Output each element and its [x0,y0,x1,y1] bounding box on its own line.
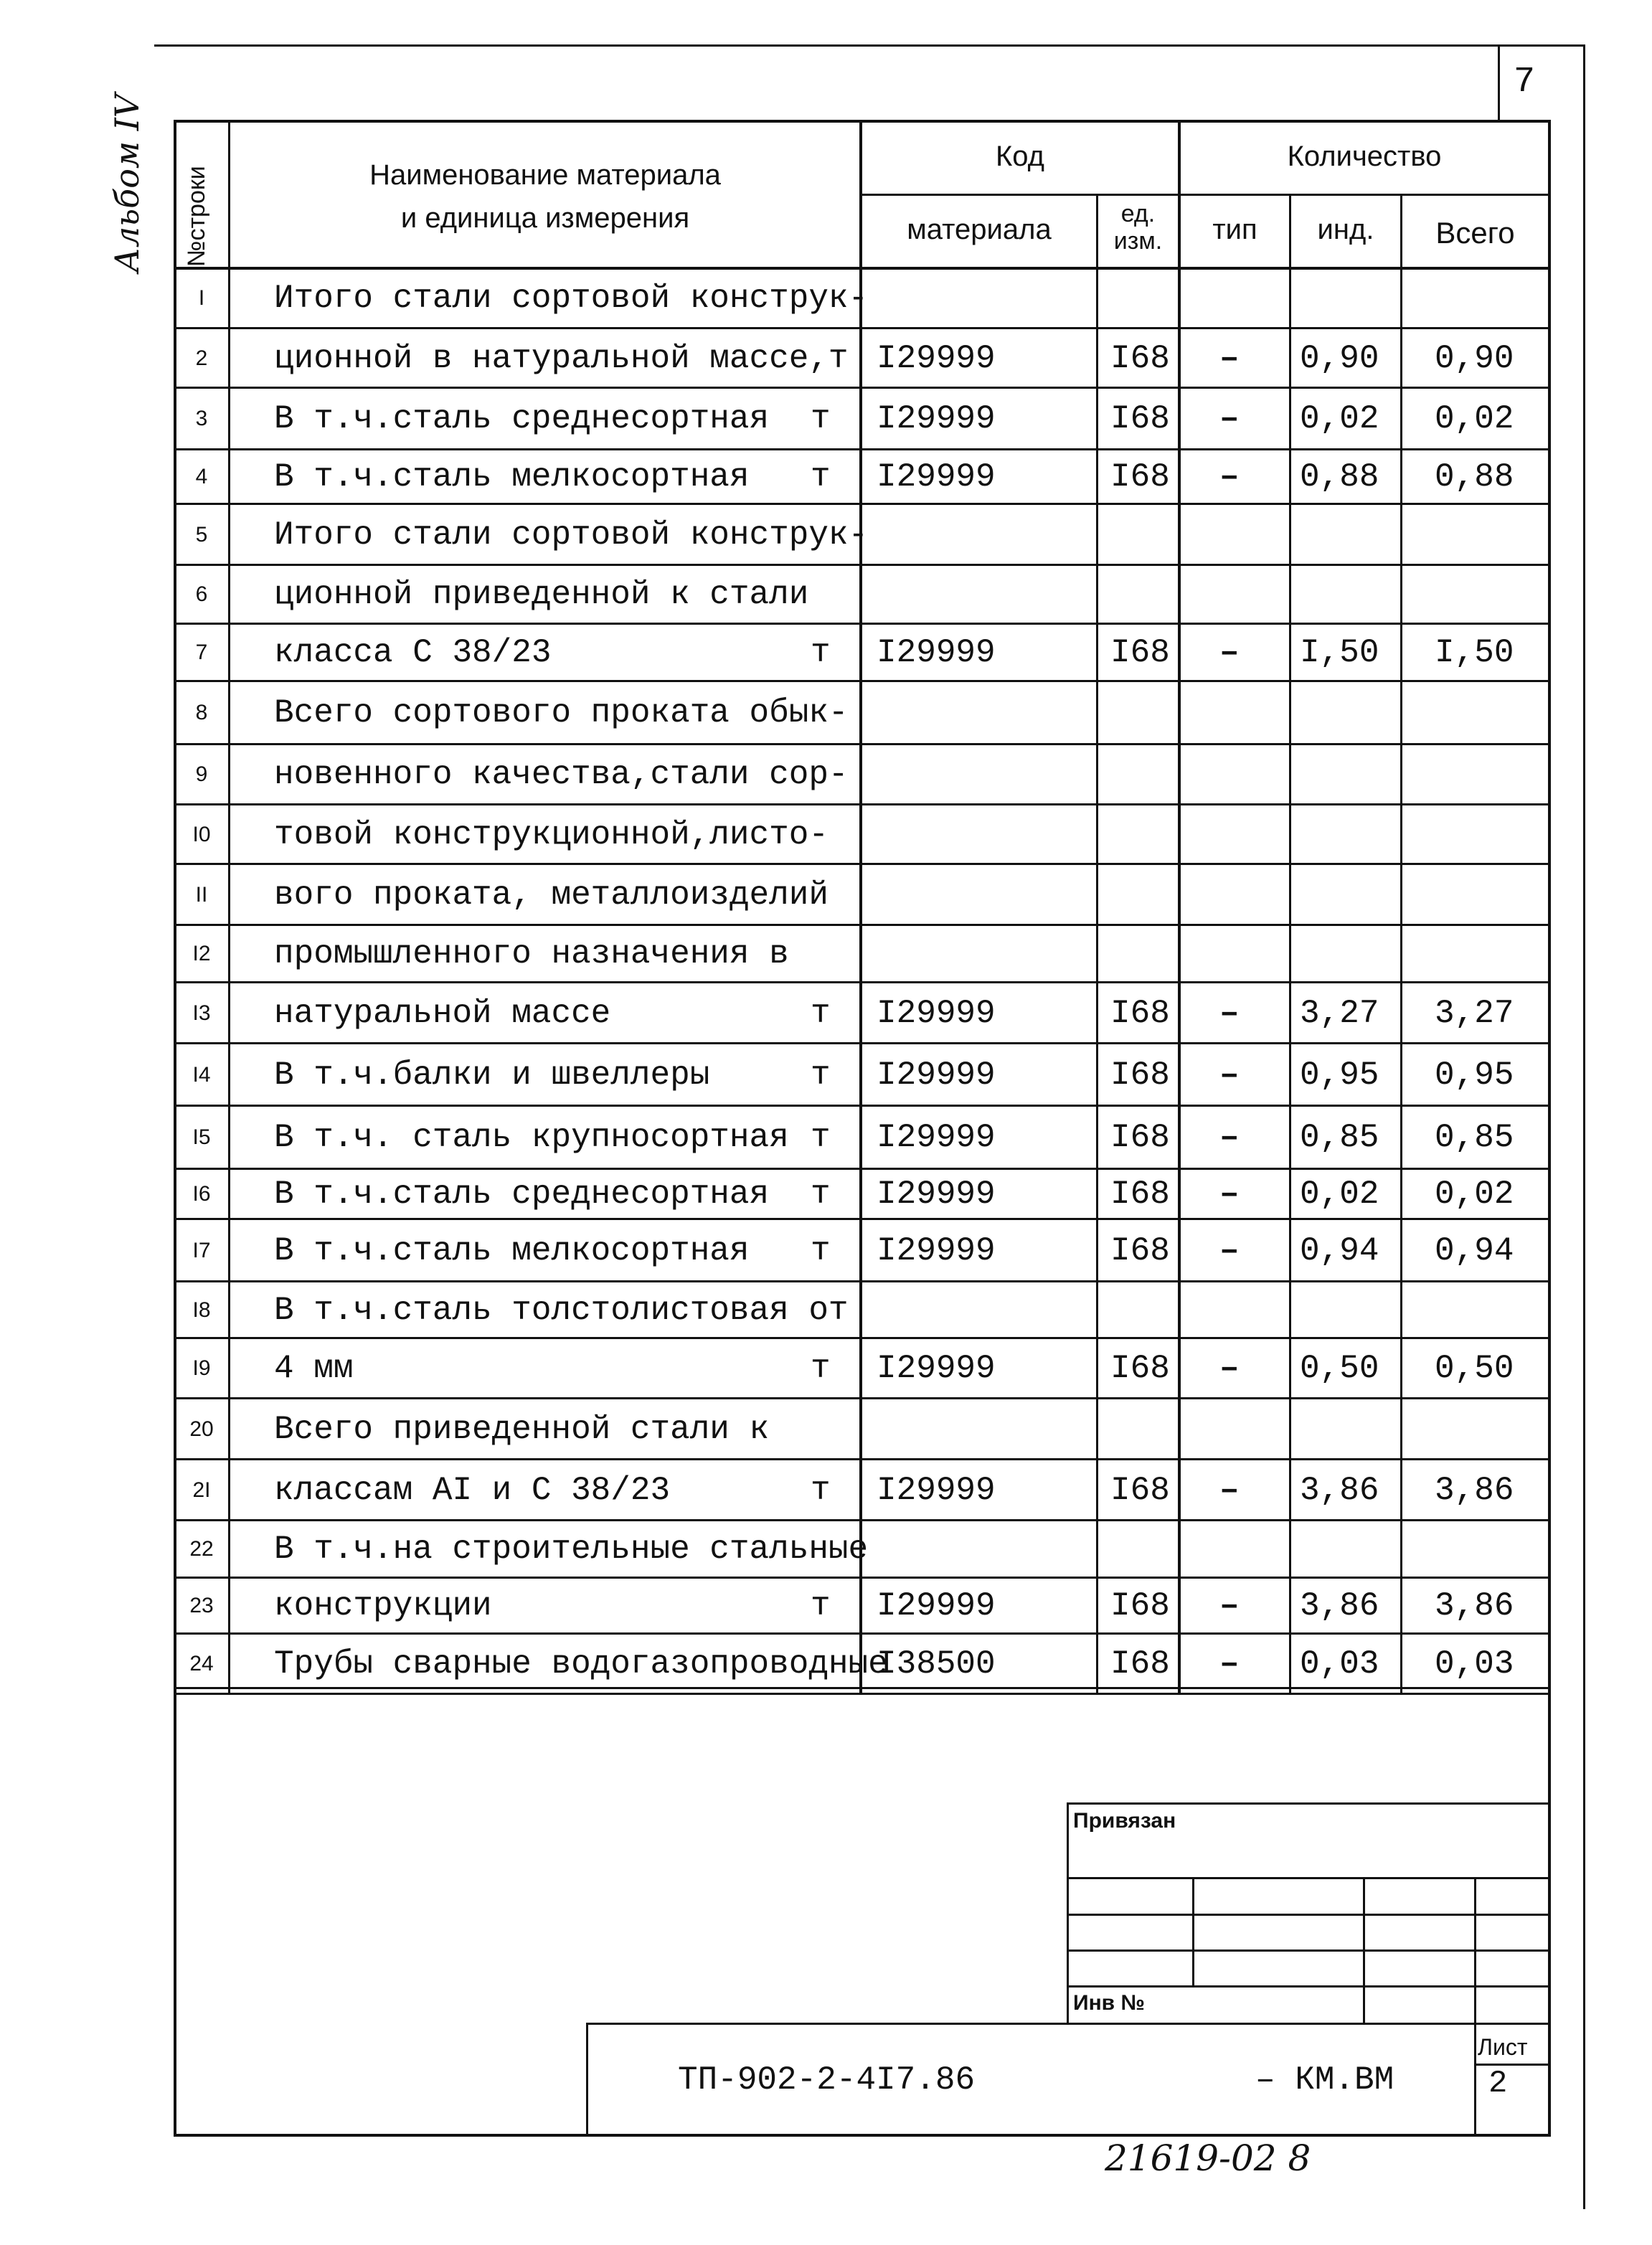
stamp-top [1067,1802,1551,1805]
row-total: 0,02 [1435,1176,1514,1213]
row-total: 0,88 [1435,458,1514,496]
row-number: 7 [195,641,208,664]
row-name: новенного качества,стали сор- [274,756,849,793]
row-material-code: I29999 [877,1176,996,1213]
row-unit: т [811,634,831,671]
row-name: промышленного назначения в [274,935,789,973]
row-separator [174,387,1551,389]
row-material-code: I29999 [877,1350,996,1387]
row-number: II [195,882,208,907]
row-ind: 0,03 [1300,1645,1379,1683]
row-unit-code: I68 [1110,458,1170,496]
row-total: 3,86 [1435,1471,1514,1509]
row-unit: т [811,400,831,438]
row-unit-code: I68 [1110,994,1170,1032]
row-number: 3 [195,407,208,430]
header-total: Всего [1435,216,1515,250]
doc-suffix: – КМ.ВМ [1255,2061,1394,2099]
row-total: I,50 [1435,634,1514,671]
row-material-code: I29999 [877,339,996,377]
row-separator [174,327,1551,329]
row-number: 5 [195,522,208,547]
row-ind: 0,88 [1300,458,1379,496]
row-unit-code: I68 [1110,1587,1170,1625]
row-name: класса С 38/23 [274,634,552,671]
row-material-code: I29999 [877,1056,996,1094]
header-sub-line [859,194,1551,196]
row-separator [174,1105,1551,1107]
row-type: – [1219,1471,1240,1509]
header-row-no: №строки [183,166,210,267]
row-type: – [1219,1350,1240,1387]
col-line-code [1096,195,1098,1694]
sheet-value: 2 [1488,2066,1508,2102]
row-unit-code: I68 [1110,339,1170,377]
row-separator [174,1280,1551,1282]
row-total: 0,85 [1435,1119,1514,1156]
header-name-line2: и единица измерения [400,202,690,234]
row-name: В т.ч.сталь мелкосортная [274,1232,750,1270]
row-type: – [1219,994,1240,1032]
row-name: вого проката, металлоизделий [274,876,829,914]
row-separator [174,503,1551,505]
stamp-line-4 [1067,1985,1551,1988]
row-separator [174,1042,1551,1044]
row-ind: 0,02 [1300,1176,1379,1213]
col-line-type [1289,195,1291,1694]
row-number: 4 [195,465,208,488]
row-number: 2I [192,1478,211,1502]
stamp-inv-no: Инв № [1073,1991,1145,2015]
row-name: товой конструкционной,листо- [274,816,829,854]
stamp-line-1 [1067,1877,1551,1879]
row-ind: 0,95 [1300,1056,1379,1094]
top-border [154,44,1585,47]
row-separator [174,1458,1551,1460]
row-separator [174,924,1551,926]
row-material-code: I29999 [877,994,996,1032]
stamp-v-2 [1363,1877,1365,2025]
row-separator [174,803,1551,805]
row-name: В т.ч. сталь крупносортная [274,1119,789,1156]
row-ind: 0,85 [1300,1119,1379,1156]
row-separator [174,623,1551,625]
header-type: тип [1212,214,1257,245]
row-name: В т.ч.сталь среднесортная [274,1176,770,1213]
row-separator [174,1519,1551,1521]
row-separator [174,1693,1551,1695]
row-separator [174,1397,1551,1399]
row-name: Трубы сварные водогазопроводные [274,1645,888,1683]
row-name: Всего сортового проката обык- [274,694,849,732]
row-number: 6 [195,582,208,606]
stamp-line-2 [1067,1914,1551,1916]
row-number: I6 [192,1182,211,1206]
row-ind: I,50 [1300,634,1379,671]
row-number: I9 [192,1356,211,1380]
row-type: – [1219,1176,1240,1213]
row-total: 0,50 [1435,1350,1514,1387]
row-material-code: I29999 [877,1587,996,1625]
row-name: 4 мм [274,1350,354,1387]
row-ind: 0,02 [1300,400,1379,438]
row-unit-code: I68 [1110,1350,1170,1387]
row-unit-code: I68 [1110,1232,1170,1270]
row-type: – [1219,1587,1240,1625]
row-name: ционной приведенной к стали [274,576,809,613]
bottom-note: 21619-02 8 [1105,2137,1311,2179]
row-separator [174,981,1551,983]
row-type: – [1219,458,1240,496]
row-material-code: I38500 [877,1645,996,1683]
stamp-v-1 [1192,1877,1194,1985]
stamp-linked: Привязан [1073,1809,1176,1833]
row-name: Всего приведенной стали к [274,1410,770,1448]
header-unit-line2: изм. [1113,227,1163,255]
header-unit-line1: ед. [1120,200,1156,227]
title-sheet-sub [1474,2064,1551,2066]
col-line-ind [1400,195,1402,1694]
title-sheet-left [1474,2023,1476,2135]
row-name: Итого стали сортовой конструк- [274,516,869,554]
stamp-v-3 [1474,1877,1476,2025]
row-separator [174,448,1551,450]
header-name-line1: Наименование материала [369,159,721,191]
row-type: – [1219,339,1240,377]
row-unit-code: I68 [1110,1471,1170,1509]
row-unit-code: I68 [1110,1119,1170,1156]
row-unit: т [811,458,831,496]
row-unit: т [811,1350,831,1387]
row-total: 0,02 [1435,400,1514,438]
row-name: ционной в натуральной массе,т [274,339,849,377]
row-name: В т.ч.сталь мелкосортная [274,458,750,496]
row-number: 20 [189,1417,214,1441]
row-type: – [1219,1645,1240,1683]
row-name: натуральной массе [274,994,611,1032]
row-material-code: I29999 [877,1119,996,1156]
table-bottom [174,2134,1551,2137]
table-top [174,120,1551,123]
row-number: I3 [192,1001,211,1025]
row-separator [174,564,1551,566]
row-separator [174,680,1551,682]
row-type: – [1219,400,1240,438]
row-unit: т [811,994,831,1032]
row-material-code: I29999 [877,1471,996,1509]
row-name: В т.ч.на строительные стальные [274,1531,869,1568]
row-unit-code: I68 [1110,1176,1170,1213]
row-number: 2 [195,346,208,370]
row-separator [174,863,1551,865]
row-separator [174,743,1551,745]
row-name: В т.ч.сталь среднесортная [274,400,770,438]
row-number: 24 [189,1652,214,1676]
header-quantity: Количество [1287,141,1442,172]
row-number: I8 [192,1298,211,1322]
row-ind: 3,86 [1300,1471,1379,1509]
row-number: 23 [189,1594,214,1617]
header-ind: инд. [1317,214,1374,245]
row-ind: 3,27 [1300,994,1379,1032]
row-separator [174,1632,1551,1635]
row-ind: 0,94 [1300,1232,1379,1270]
row-type: – [1219,1232,1240,1270]
row-total: 0,03 [1435,1645,1514,1683]
header-material: материала [907,214,1052,245]
row-separator [174,1168,1551,1170]
row-material-code: I29999 [877,400,996,438]
row-number: 9 [195,762,208,786]
row-type: – [1219,1056,1240,1094]
row-number: I0 [192,822,211,846]
stamp-line-3 [1067,1949,1551,1952]
row-total: 3,27 [1435,994,1514,1032]
row-unit-code: I68 [1110,634,1170,671]
album-note: Альбом IV [108,93,146,273]
row-separator [174,1337,1551,1339]
row-separator [174,1577,1551,1579]
sheet-number: 7 [1514,62,1536,103]
row-ind: 3,86 [1300,1587,1379,1625]
sheet-box-right [1583,44,1585,122]
row-number: I [198,286,205,310]
title-top [586,2023,1551,2025]
row-unit-code: I68 [1110,400,1170,438]
row-ind: 0,50 [1300,1350,1379,1387]
row-total: 3,86 [1435,1587,1514,1625]
row-material-code: I29999 [877,1232,996,1270]
row-unit-code: I68 [1110,1056,1170,1094]
row-unit: т [811,1056,831,1094]
right-frame [1583,122,1585,2209]
row-unit-code: I68 [1110,1645,1170,1683]
row-number: I2 [192,942,211,965]
header-code: Код [995,141,1044,172]
row-name: конструкции [274,1587,492,1625]
row-number: I7 [192,1238,211,1262]
row-material-code: I29999 [877,634,996,671]
row-type: – [1219,634,1240,671]
row-name: классам АI и С 38/23 [274,1471,671,1509]
row-unit: т [811,1176,831,1213]
row-name: В т.ч.сталь толстолистовая от [274,1291,849,1329]
doc-code: ТП-902-2-4I7.86 [678,2061,976,2099]
title-left [586,2023,588,2135]
row-unit: т [811,1587,831,1625]
row-unit: т [811,1471,831,1509]
row-material-code: I29999 [877,458,996,496]
row-number: 8 [195,701,208,724]
row-unit: т [811,1119,831,1156]
row-separator [174,1218,1551,1220]
row-number: I5 [192,1125,211,1149]
row-total: 0,95 [1435,1056,1514,1094]
sheet-label: Лист [1478,2034,1528,2060]
row-total: 0,90 [1435,339,1514,377]
table-right [1548,120,1551,2135]
row-total: 0,94 [1435,1232,1514,1270]
table-end-line [174,1687,1551,1689]
row-unit: т [811,1232,831,1270]
sheet-box-left [1498,44,1500,122]
row-type: – [1219,1119,1240,1156]
row-number: I4 [192,1062,211,1087]
row-name: В т.ч.балки и швеллеры [274,1056,710,1094]
row-number: 22 [189,1537,214,1561]
row-name: Итого стали сортовой конструк- [274,280,869,317]
row-ind: 0,90 [1300,339,1379,377]
header-bottom [174,267,1551,270]
